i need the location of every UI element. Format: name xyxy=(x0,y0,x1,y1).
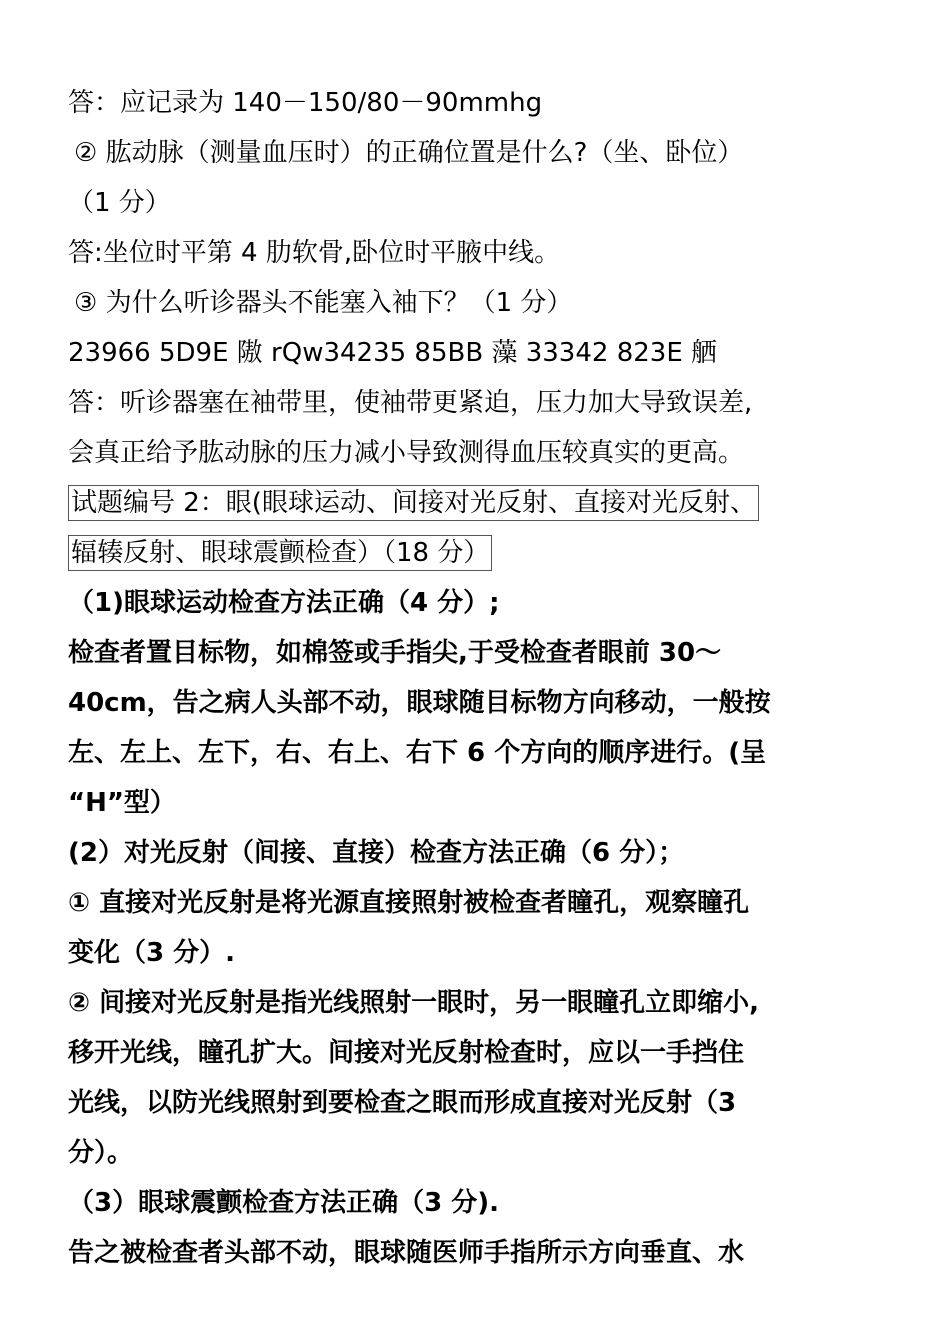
section-2-item-1a: ① 直接对光反射是将光源直接照射被检查者瞳孔，观察瞳孔 xyxy=(68,888,750,918)
section-2-item-2a: ② 间接对光反射是指光线照射一眼时，另一眼瞳孔立即缩小, xyxy=(68,988,759,1018)
section-3-heading: （3）眼球震颤检查方法正确（3 分). xyxy=(68,1188,499,1218)
answer-line-2: 答:坐位时平第 4 肋软骨,卧位时平腋中线。 xyxy=(68,238,561,268)
question-2-line: ② 肱动脉（测量血压时）的正确位置是什么?（坐、卧位） xyxy=(74,138,744,168)
exam-title-line-2 xyxy=(68,528,888,578)
exam-title-box-2: 辐辏反射、眼球震颤检查）（18 分） xyxy=(68,535,492,571)
exam-title-line-1 xyxy=(68,478,888,528)
question-3-line: ③ 为什么听诊器头不能塞入袖下？（1 分） xyxy=(74,288,573,318)
code-line: 23966 5D9E 隞 rQw34235 85BB 藻 33342 823E 舾 xyxy=(68,338,718,368)
section-3-body-1: 告之被检查者头部不动，眼球随医师手指所示方向垂直、水 xyxy=(68,1238,745,1268)
document-page xyxy=(68,78,888,1278)
section-1-body-1: 检查者置目标物，如棉签或手指尖,于受检查者眼前 30～ xyxy=(68,638,722,668)
section-2-item-2d: 分）。 xyxy=(68,1138,134,1168)
section-1-body-3: 左、左上、左下，右、右上、右下 6 个方向的顺序进行。(呈 xyxy=(68,738,767,768)
section-2-heading: (2）对光反射（间接、直接）检查方法正确（6 分）； xyxy=(68,838,685,868)
answer-line-3a: 答：听诊器塞在袖带里，使袖带更紧迫，压力加大导致误差, xyxy=(68,388,753,418)
exam-title-box-1: 试题编号 2：眼(眼球运动、间接对光反射、直接对光反射、 xyxy=(68,485,759,521)
answer-line-1: 答：应记录为 140－150/80－90mmhg xyxy=(68,88,543,118)
section-1-heading: （1)眼球运动检查方法正确（4 分）; xyxy=(68,588,500,618)
answer-line-3b: 会真正给予肱动脉的压力减小导致测得血压较真实的更高。 xyxy=(68,438,745,468)
question-2-score: （1 分） xyxy=(68,188,171,218)
section-1-body-2: 40cm，告之病人头部不动，眼球随目标物方向移动，一般按 xyxy=(68,688,771,718)
section-2-item-2b: 移开光线，瞳孔扩大。间接对光反射检查时，应以一手挡住 xyxy=(68,1038,745,1068)
section-2-item-1b: 变化（3 分）. xyxy=(68,938,236,968)
section-1-body-4: “H”型） xyxy=(68,788,176,818)
section-2-item-2c: 光线，以防光线照射到要检查之眼而形成直接对光反射（3 xyxy=(68,1088,737,1118)
